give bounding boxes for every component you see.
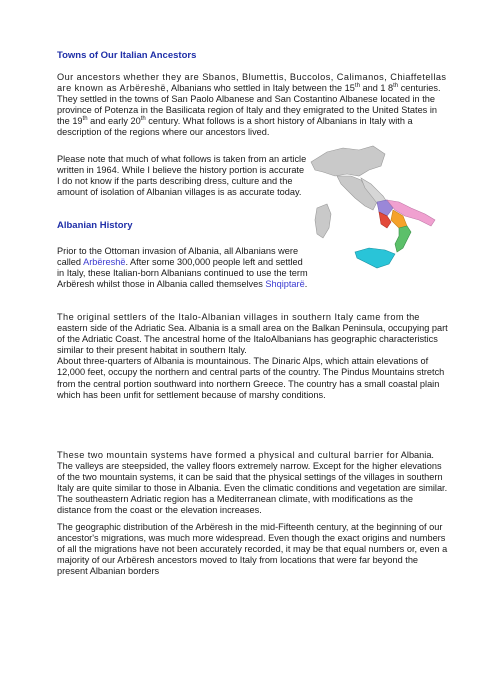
- mountains-paragraph: [57, 450, 449, 517]
- note-paragraph: Please note that much of what follows is taken from an article written in 1964. While I believe the history portion is accurate I do not know if the parts describing dress, culture and the amount of isolation of Albanian villages is as accurate today.: [57, 154, 307, 198]
- history-text-b: . After some 300,000 people left and settled in Italy, these Italian-born Albanians continued to use the term Arbëresh whilst those in Albania called themselves: [57, 257, 308, 290]
- link-shqiptare[interactable]: Shqiptarë: [265, 279, 305, 290]
- origins-text-d: elevations of 12,000 feet, occupy the northern and central parts of the country. The Pindus Mountains stretch from the central portion southward into northern Greece. The country has a small coastal plain which has been unfit for settlement because of marshy conditions.: [57, 356, 445, 400]
- origins-paragraph: [57, 312, 449, 401]
- sup-1: th: [354, 83, 360, 90]
- history-paragraph: [57, 246, 312, 290]
- sup-2: th: [393, 83, 399, 90]
- intro-text-e: and early 20: [87, 116, 141, 127]
- history-text-c: .: [304, 279, 308, 290]
- heading-towns: Towns of Our Italian Ancestors: [57, 50, 197, 61]
- heading-history: Albanian History: [57, 220, 133, 231]
- intro-text-b: Albanians who settled in Italy between the 15: [168, 83, 355, 94]
- origins-text-b: the eastern side of the Adriatic Sea. Albania is a small area on the Balkan Peninsula, occupying part of the Adriatic Coast. The ancestral home of the ItaloAlbanians has geographic characteristics similar to their present habitat in southern Italy.: [57, 312, 448, 356]
- link-arbereshe[interactable]: Arbëreshë: [83, 257, 126, 268]
- intro-paragraph: [57, 72, 449, 139]
- geography-paragraph: The geographic distribution of the Arbëresh in the mid-Fifteenth century, at the beginning of our ancestor's migrations, was much more widespread. Even though the exact origins and numbers of all the migrations have not been accurately recorded, it may be that equal numbers or, even a majority of our Arbëresh ancestors moved to Italy from locations that were far beyond the present Albanian borders: [57, 522, 448, 577]
- region-north: [311, 146, 385, 176]
- intro-text-f: century. What follows is a short history of Albanians in Italy with a description of the regions where our ancestors lived.: [57, 116, 413, 138]
- region-calabria: [395, 226, 411, 252]
- origins-text-c: About three-quarters of Albania is mountainous. The Dinaric Alps, which attain: [57, 356, 374, 367]
- intro-text-c: and 1 8: [359, 83, 394, 94]
- sup-4: th: [140, 116, 146, 123]
- mountains-text-b: Albania. The valleys are steepsided, the valley floors extremely narrow. Except for the higher elevations of the two mountain systems, it can be said that the physical settings of the villages in southern Italy are quite similar to those in Albania. Even the climatic conditions and vegetation are similar. The southeastern Adriatic region has a Mediterranean climate, with modifications as the distance from the coast or the elevation increases.: [57, 450, 448, 516]
- origins-text-a: The original settlers of the Italo-Albanian villages in southern Italy came from: [57, 312, 404, 322]
- region-sicily: [355, 248, 395, 268]
- sup-3: th: [82, 116, 88, 123]
- italy-map-image: [307, 140, 447, 275]
- history-text-a: Prior to the Ottoman invasion of Albania, all Albanians were called: [57, 246, 299, 268]
- intro-text-a: Our ancestors whether they are Sbanos, Blumettis, Buccolos, Calimanos, Chiaffetellas are known as Arbëreshë,: [57, 72, 447, 94]
- region-sardinia: [315, 204, 331, 238]
- intro-text-d: centuries. They settled in the towns of San Paolo Albanese and San Costantino Albanese located in the province of Potenza in the Basilicata region of Italy and they emigrated to the United States in the 19: [57, 83, 441, 127]
- mountains-text-a: These two mountain systems have formed a physical and cultural barrier for: [57, 450, 399, 460]
